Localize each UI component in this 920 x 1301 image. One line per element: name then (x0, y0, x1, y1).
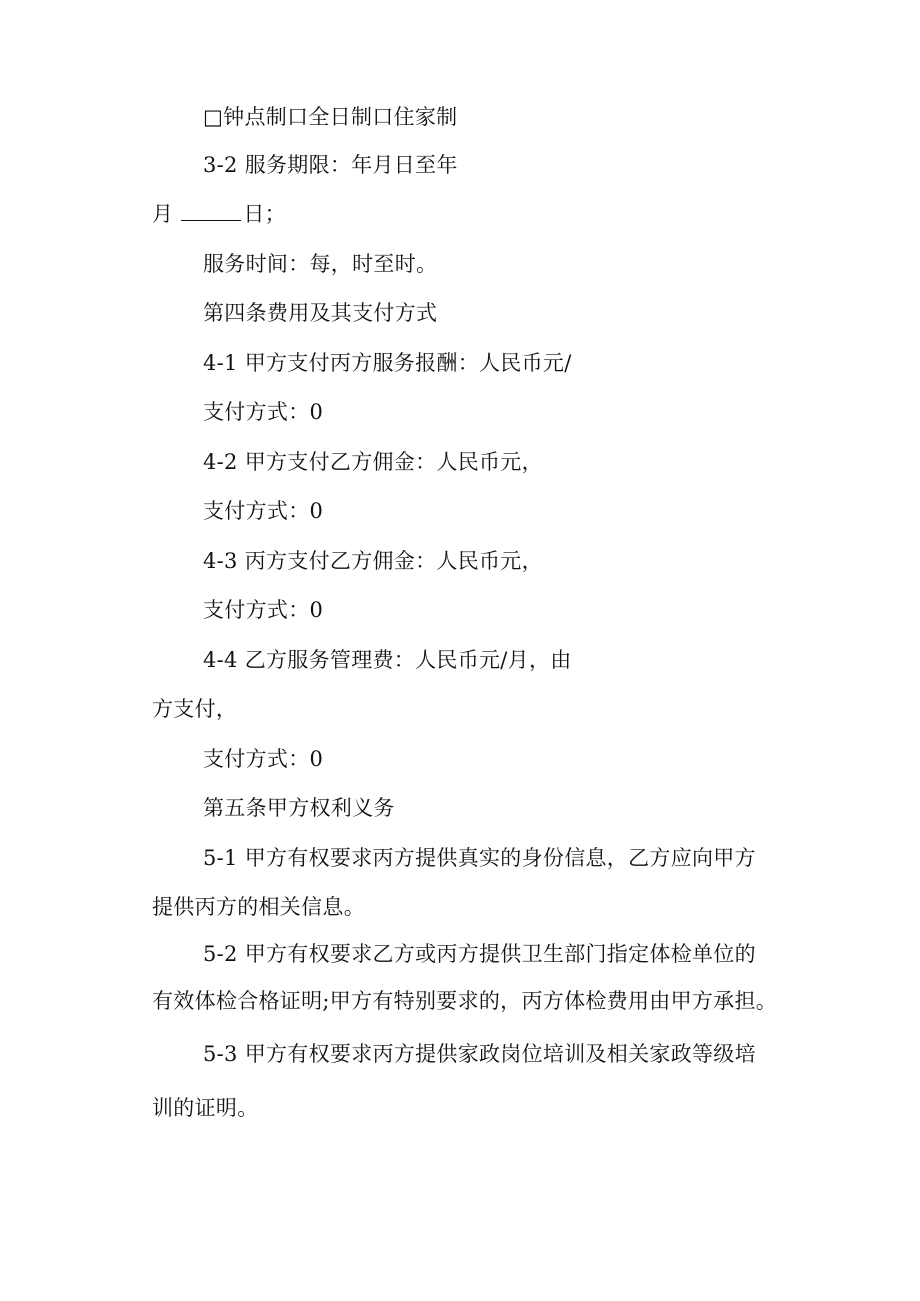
month-label: 月 (152, 202, 174, 226)
payment-method-4-1: 支付方式：0 (203, 400, 324, 424)
clause-4-3: 4-3 丙方支付乙方佣金：人民币元， (203, 549, 543, 573)
article-5-heading: 第五条甲方权利义务 (203, 796, 395, 820)
clause-4-1: 4-1 甲方支付丙方服务报酬：人民币元/ (203, 351, 572, 375)
service-hours: 服务时间：每，时至时。 (203, 252, 438, 276)
payment-method-4-4: 支付方式：0 (203, 747, 324, 771)
payment-method-4-2: 支付方式：0 (203, 499, 324, 523)
clause-5-1: 5-1 甲方有权要求丙方提供真实的身份信息，乙方应向甲方 (203, 846, 756, 870)
clause-4-4-continuation: 方支付， (152, 697, 238, 721)
clause-5-1-continuation: 提供丙方的相关信息。 (152, 895, 365, 919)
clause-5-3: 5-3 甲方有权要求丙方提供家政岗位培训及相关家政等级培 (203, 1042, 756, 1066)
service-type-options: □钟点制口全日制口住家制 (203, 105, 458, 129)
article-4-heading: 第四条费用及其支付方式 (203, 301, 438, 325)
clause-5-2-continuation: 有效体检合格证明;甲方有特别要求的，丙方体检费用由甲方承担。 (152, 989, 778, 1013)
clause-3-2-service-period: 3-2 服务期限：年月日至年 (203, 153, 458, 177)
day-label: 日； (243, 202, 286, 226)
blank-underline (181, 202, 241, 221)
payment-method-4-3: 支付方式：0 (203, 598, 324, 622)
service-period-continuation (152, 200, 286, 228)
clause-4-2: 4-2 甲方支付乙方佣金：人民币元， (203, 450, 543, 474)
clause-5-3-continuation: 训的证明。 (152, 1096, 259, 1120)
clause-5-2: 5-2 甲方有权要求乙方或丙方提供卫生部门指定体检单位的 (203, 942, 756, 966)
clause-4-4: 4-4 乙方服务管理费：人民币元/月，由 (203, 648, 572, 672)
